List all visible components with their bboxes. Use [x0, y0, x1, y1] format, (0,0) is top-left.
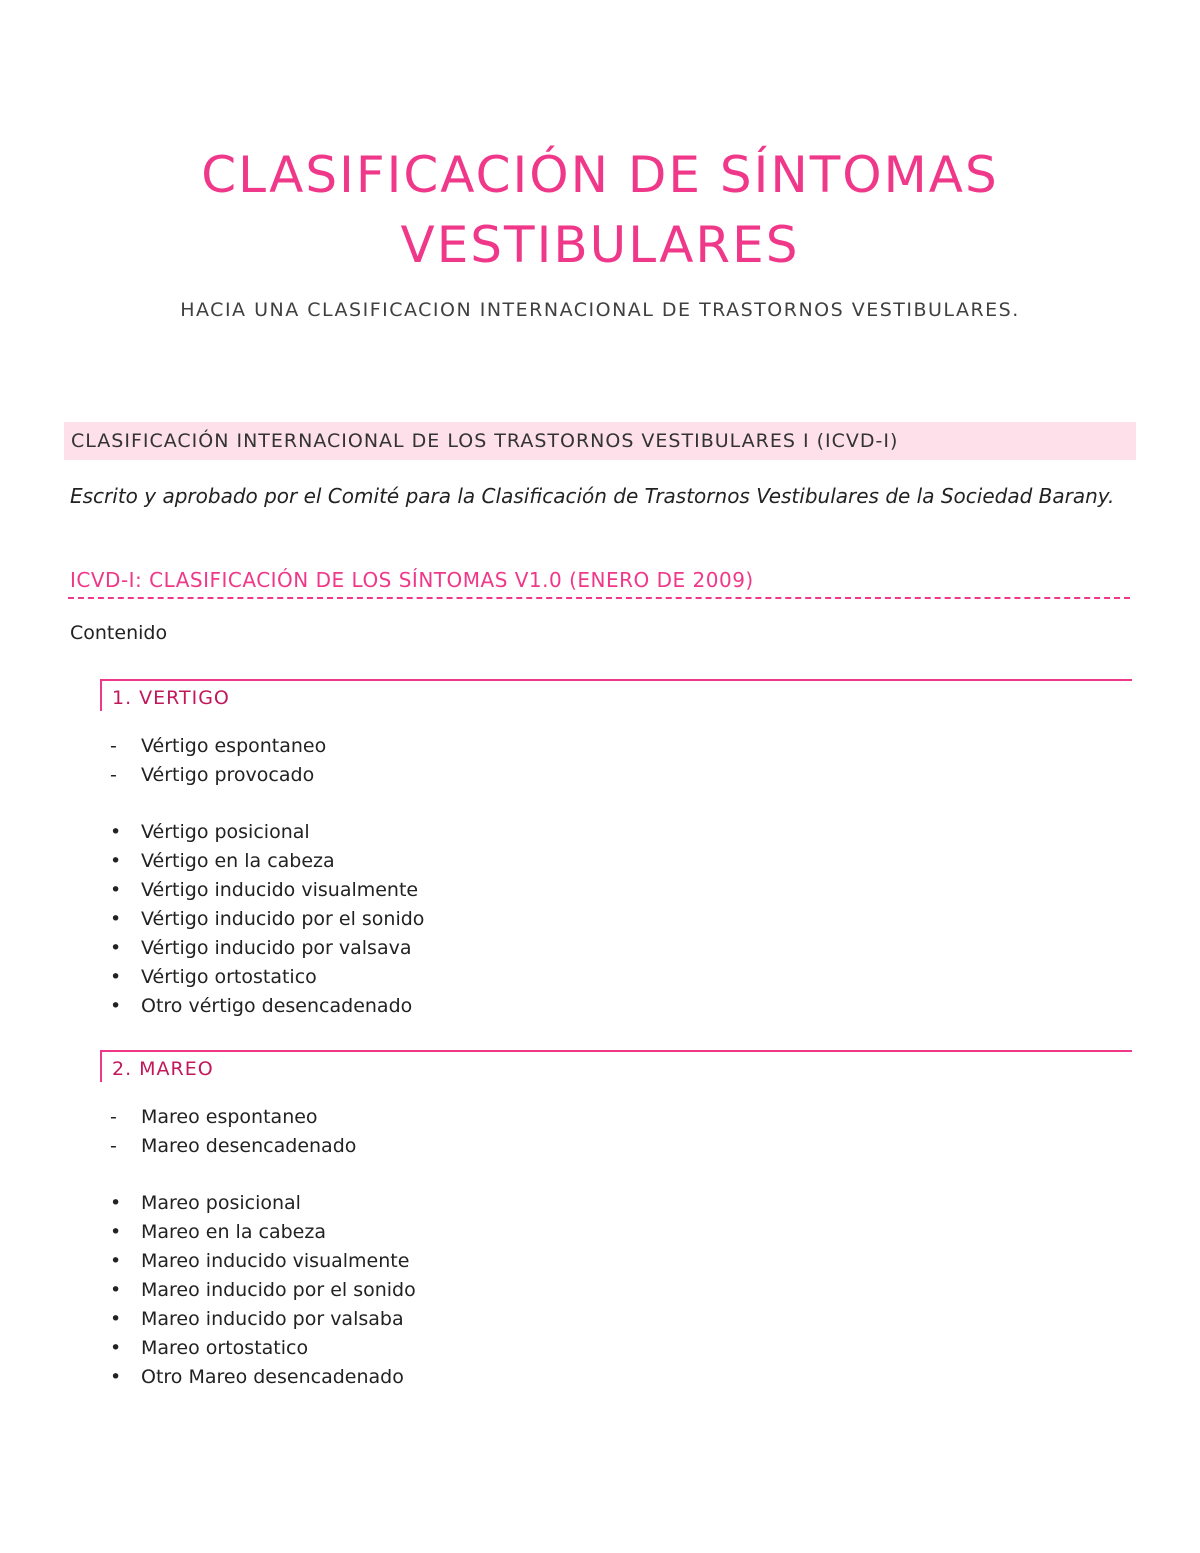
section-heading-rule: [68, 597, 1130, 599]
heading-vertigo: [100, 679, 1132, 711]
classification-banner: [64, 422, 1136, 460]
section-heading: ICVD-I: CLASIFICACIÓN DE LOS SÍNTOMAS V1.0 (ENERO DE 2009): [70, 568, 754, 592]
bullet-marker: •: [110, 1366, 122, 1388]
bullet-marker: •: [110, 821, 122, 843]
heading-mareo-text: 2. MAREO: [112, 1058, 214, 1080]
intro-paragraph: Escrito y aprobado por el Comité para la Clasificación de Trastornos Vestibulares de la Sociedad Barany.: [70, 484, 1115, 508]
bullet-marker: •: [110, 937, 122, 959]
bullet-marker: •: [110, 850, 122, 872]
document-subtitle: HACIA UNA CLASIFICACION INTERNACIONAL DE TRASTORNOS VESTIBULARES.: [180, 299, 1020, 321]
bullet-marker: •: [110, 1221, 122, 1243]
bullet-marker: •: [110, 908, 122, 930]
heading-mareo: [100, 1050, 1132, 1082]
contents-label: Contenido: [70, 622, 168, 644]
heading-vertigo-text: 1. VERTIGO: [112, 687, 230, 709]
dash-marker: -: [110, 1106, 117, 1128]
bullet-marker: •: [110, 1337, 122, 1359]
bullet-marker: •: [110, 1192, 122, 1214]
bullet-marker: •: [110, 995, 122, 1017]
bullet-marker: •: [110, 1308, 122, 1330]
dash-marker: -: [110, 1135, 117, 1157]
bullet-marker: •: [110, 1279, 122, 1301]
bullet-marker: •: [110, 966, 122, 988]
document-page: CLASIFICACIÓN DE SÍNTOMAS VESTIBULARES HACIA UNA CLASIFICACION INTERNACIONAL DE TRASTORNOS VESTIBULARES. CLASIFICACIÓN INTERNACIONAL DE LOS TRASTORNOS VESTIBULARES I (ICVD-I) Escrito y aprobado por el Comité para la Clasificación de Trastornos Vestibulares de la Sociedad Barany. ICVD-I: CLASIFICACIÓN DE LOS SÍNTOMAS V1.0 (ENERO DE 2009) Contenido 1. VERTIGO - Vértigo espontaneo - Vértigo provocado • Vértigo posicional • Vértigo en la cabeza • Vértigo inducido visualmente • Vértigo inducido por el sonido • Vértigo inducido por valsava • Vértigo ortostatico • Otro vértigo desencadenado 2. MAREO - Mareo espontaneo - Mareo desencadenado • Mareo posicional • Mareo en la cabeza • Mareo inducido visualmente • Mareo inducido por el sonido • Mareo inducido por valsaba • Mareo ortostatico • Otro Mareo desencadenado: [0, 0, 1200, 1553]
bullet-marker: •: [110, 1250, 122, 1272]
dash-marker: -: [110, 735, 117, 757]
banner-text: CLASIFICACIÓN INTERNACIONAL DE LOS TRASTORNOS VESTIBULARES I (ICVD-I): [71, 430, 899, 452]
document-title: [0, 140, 1200, 280]
title-line-1: CLASIFICACIÓN DE SÍNTOMAS: [201, 146, 999, 204]
dash-marker: -: [110, 764, 117, 786]
bullet-marker: •: [110, 879, 122, 901]
title-line-2: VESTIBULARES: [400, 216, 800, 274]
